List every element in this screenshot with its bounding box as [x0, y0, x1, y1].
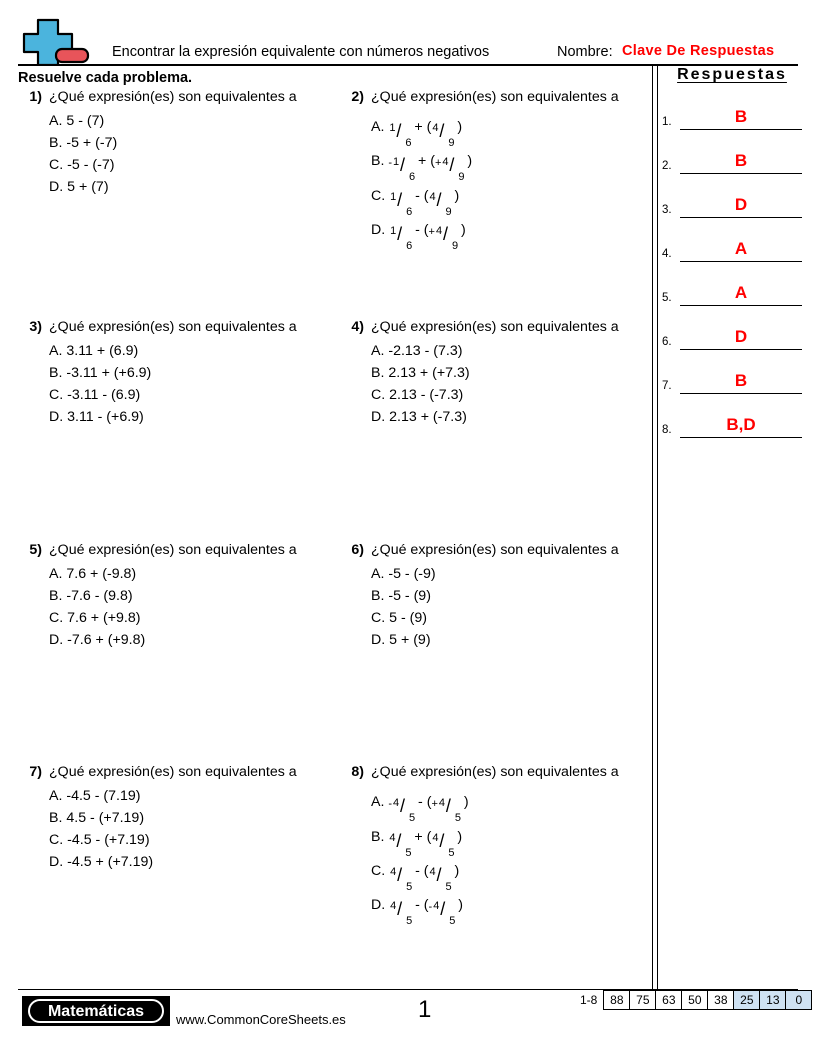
question-header [340, 88, 662, 106]
fraction-numerator: 4 [432, 122, 439, 134]
fraction-slash: / [396, 831, 402, 851]
choice-letter: B. [49, 365, 63, 381]
score-cell: 75 [630, 991, 656, 1009]
choice-letter: A. [49, 788, 63, 804]
choice-letter: A. [371, 343, 385, 359]
fraction-numerator: 4 [435, 225, 443, 237]
choice-letter: D. [371, 897, 386, 913]
fraction-slash: / [397, 865, 403, 885]
choice-option[interactable] [371, 406, 662, 428]
name-label: Nombre: [557, 44, 613, 60]
answer-row [662, 394, 802, 438]
operator-text: ) [463, 794, 469, 810]
fraction-numerator: 1 [389, 122, 396, 134]
choice-text: -4.5 - (+7.19) [67, 832, 150, 848]
choice-option[interactable] [49, 807, 340, 829]
answer-value: D [734, 327, 748, 346]
choice-text: 4.5 - (+7.19) [66, 810, 145, 826]
answer-value: B [734, 371, 748, 390]
fraction-sign: + [431, 798, 438, 810]
choice-letter: A. [49, 113, 63, 129]
answer-index: 4. [662, 248, 672, 260]
fraction-slash: / [396, 121, 402, 141]
choice-list [49, 110, 340, 198]
fraction-denominator: 5 [405, 847, 412, 859]
fraction-denominator: 6 [405, 137, 412, 149]
answer-value: B [734, 107, 748, 126]
fraction-denominator: 5 [454, 812, 461, 824]
choice-option[interactable] [49, 563, 340, 585]
choice-option[interactable] [49, 829, 340, 851]
question-8 [340, 763, 662, 927]
page-header [0, 0, 816, 86]
choice-letter: C. [371, 387, 386, 403]
choice-option[interactable] [49, 585, 340, 607]
score-cell: 63 [656, 991, 682, 1009]
choice-option[interactable] [371, 854, 662, 893]
choice-text: -7.6 + (+9.8) [67, 632, 146, 648]
choice-option[interactable] [371, 607, 662, 629]
question-5 [18, 541, 340, 651]
choice-text: 2.13 + (-7.3) [389, 409, 467, 425]
fraction-numerator: 4 [438, 797, 445, 809]
score-scale [580, 990, 812, 1010]
answer-value: D [734, 195, 748, 214]
operator-text: ) [458, 897, 463, 913]
fraction-numerator: 4 [389, 832, 396, 844]
question-prompt: ¿Qué expresión(es) son equivalentes a [49, 319, 297, 335]
choice-list [49, 785, 340, 873]
choice-option[interactable] [371, 110, 662, 149]
choice-text: 5 - (7) [66, 113, 105, 129]
site-url: www.CommonCoreSheets.es [176, 1012, 346, 1027]
fraction-slash: / [400, 155, 406, 175]
question-1 [18, 88, 340, 198]
choice-option[interactable] [371, 362, 662, 384]
answer-key-panel [662, 66, 802, 438]
fraction-sign: + [428, 226, 435, 238]
choice-letter: D. [49, 632, 64, 648]
name-value: Clave De Respuestas [622, 43, 775, 59]
question-number: 7) [29, 764, 42, 780]
question-header [340, 318, 662, 336]
choice-letter: A. [371, 566, 385, 582]
choice-list [371, 563, 662, 651]
choice-text: -5 - (-7) [67, 157, 115, 173]
choice-option[interactable] [371, 585, 662, 607]
fraction-slash: / [439, 121, 445, 141]
fraction-denominator: 5 [448, 847, 455, 859]
choice-option[interactable] [371, 785, 662, 824]
choice-list [49, 563, 340, 651]
choice-option[interactable] [49, 851, 340, 873]
question-number: 5) [29, 542, 42, 558]
choice-letter: C. [371, 188, 386, 204]
answer-blank-line[interactable] [680, 437, 802, 438]
fraction-sign: + [434, 157, 442, 169]
answer-row [662, 262, 802, 306]
answer-key-rows [662, 86, 802, 438]
answer-row [662, 174, 802, 218]
brand-badge [22, 996, 170, 1026]
choice-text: 5 + (7) [67, 179, 109, 195]
operator-text: + ( [414, 119, 432, 135]
choice-option[interactable] [49, 154, 340, 176]
question-header [340, 763, 662, 781]
choice-list [371, 340, 662, 428]
choice-text: 5 - (9) [389, 610, 427, 626]
choice-text: -3.11 + (+6.9) [66, 365, 152, 381]
fraction-denominator: 5 [445, 881, 452, 893]
choice-letter: C. [49, 832, 64, 848]
answer-row [662, 350, 802, 394]
choice-letter: D. [49, 179, 64, 195]
answer-index: 1. [662, 116, 672, 128]
choice-letter: D. [49, 854, 64, 870]
choice-letter: A. [371, 119, 385, 135]
choice-text: -4.5 - (7.19) [66, 788, 141, 804]
problems-area [0, 88, 650, 968]
fraction-slash: / [397, 190, 403, 210]
choice-option[interactable] [371, 563, 662, 585]
answer-row [662, 218, 802, 262]
choice-letter: C. [371, 610, 386, 626]
score-cell: 50 [682, 991, 708, 1009]
question-header [18, 541, 340, 559]
choice-letter: A. [49, 566, 63, 582]
fraction-numerator: 4 [433, 900, 440, 912]
choice-text: 7.6 + (+9.8) [67, 610, 141, 626]
fraction-numerator: 4 [442, 156, 449, 168]
question-header [18, 763, 340, 781]
choice-letter: A. [371, 794, 385, 810]
fraction-slash: / [436, 865, 442, 885]
fraction-denominator: 9 [448, 137, 455, 149]
plus-minus-icon [18, 18, 90, 66]
question-7 [18, 763, 340, 873]
fraction-numerator: 4 [390, 866, 397, 878]
question-number: 2) [351, 89, 364, 105]
fraction-denominator: 6 [406, 240, 413, 252]
choice-text: 2.13 + (+7.3) [388, 365, 470, 381]
choice-letter: D. [371, 222, 386, 238]
fraction-sign: - [388, 798, 393, 810]
fraction-slash: / [436, 190, 442, 210]
choice-option[interactable] [371, 888, 662, 927]
fraction-numerator: 1 [390, 191, 397, 203]
fraction-numerator: 4 [429, 191, 436, 203]
answer-key-title: Respuestas [677, 66, 787, 83]
choice-letter: D. [371, 632, 386, 648]
answer-row [662, 86, 802, 130]
fraction-denominator: 9 [445, 206, 452, 218]
question-header [18, 88, 340, 106]
question-header [340, 541, 662, 559]
operator-text: - ( [415, 188, 429, 204]
answer-value: B,D [726, 415, 756, 434]
score-cell: 88 [604, 991, 630, 1009]
choice-text: -2.13 - (7.3) [388, 343, 463, 359]
answer-index: 6. [662, 336, 672, 348]
answer-value: A [734, 239, 748, 258]
choice-letter: B. [371, 829, 385, 845]
answer-index: 3. [662, 204, 672, 216]
score-cell: 38 [708, 991, 734, 1009]
operator-text: + ( [414, 829, 432, 845]
operator-text: ) [454, 863, 460, 879]
choice-letter: B. [371, 588, 385, 604]
fraction-slash: / [439, 831, 445, 851]
choice-letter: D. [49, 409, 64, 425]
question-prompt: ¿Qué expresión(es) son equivalentes a [49, 542, 297, 558]
choice-list [371, 785, 662, 927]
brand-label: Matemáticas [28, 999, 164, 1023]
question-number: 8) [351, 764, 364, 780]
question-6 [340, 541, 662, 651]
operator-text: ) [460, 222, 466, 238]
score-cell: 0 [786, 991, 811, 1009]
answer-value: A [734, 283, 748, 302]
choice-option[interactable] [49, 340, 340, 362]
choice-option[interactable] [371, 384, 662, 406]
fraction-numerator: 4 [432, 832, 439, 844]
fraction-denominator: 6 [409, 171, 416, 183]
choice-option[interactable] [49, 362, 340, 384]
fraction-slash: / [400, 796, 406, 816]
question-number: 3) [29, 319, 42, 335]
choice-letter: A. [49, 343, 63, 359]
fraction-numerator: 4 [393, 797, 400, 809]
fraction-slash: / [449, 155, 455, 175]
question-number: 4) [351, 319, 364, 335]
answer-index: 2. [662, 160, 672, 172]
fraction-denominator: 9 [458, 171, 465, 183]
score-cell: 13 [760, 991, 786, 1009]
choice-letter: C. [49, 157, 64, 173]
choice-text: 3.11 + (6.9) [66, 343, 139, 359]
operator-text: ) [457, 829, 463, 845]
fraction-denominator: 5 [406, 915, 413, 927]
choice-text: -7.6 - (9.8) [66, 588, 133, 604]
fraction-denominator: 5 [449, 915, 456, 927]
choice-text: 2.13 - (-7.3) [389, 387, 464, 403]
choice-text: -5 + (-7) [66, 135, 118, 151]
fraction-numerator: 4 [390, 900, 397, 912]
operator-text: ) [467, 153, 473, 169]
choice-option[interactable] [49, 176, 340, 198]
choice-option[interactable] [49, 629, 340, 651]
operator-text: ) [454, 188, 460, 204]
page-title: Encontrar la expresión equivalente con números negativos [112, 44, 490, 60]
choice-option[interactable] [371, 144, 662, 183]
choice-letter: C. [49, 610, 64, 626]
score-cell: 25 [734, 991, 760, 1009]
fraction-numerator: 1 [393, 156, 400, 168]
answer-row [662, 306, 802, 350]
question-prompt: ¿Qué expresión(es) son equivalentes a [49, 764, 297, 780]
choice-text: 5 + (9) [389, 632, 431, 648]
choice-list [371, 110, 662, 252]
choice-letter: B. [49, 810, 63, 826]
operator-text: - ( [415, 897, 429, 913]
choice-letter: B. [49, 135, 63, 151]
choice-option[interactable] [371, 213, 662, 252]
choice-letter: B. [49, 588, 63, 604]
operator-text: - ( [418, 794, 432, 810]
question-prompt: ¿Qué expresión(es) son equivalentes a [371, 319, 619, 335]
choice-text: 3.11 - (+6.9) [67, 409, 144, 425]
fraction-slash: / [445, 796, 451, 816]
choice-option[interactable] [49, 110, 340, 132]
fraction-sign: - [428, 901, 433, 913]
choice-option[interactable] [49, 785, 340, 807]
instructions-text: Resuelve cada problema. [18, 70, 193, 86]
fraction-denominator: 9 [451, 240, 459, 252]
question-prompt: ¿Qué expresión(es) son equivalentes a [49, 89, 297, 105]
choice-letter: D. [371, 409, 386, 425]
choice-text: -5 - (9) [388, 588, 431, 604]
question-3 [18, 318, 340, 428]
choice-letter: B. [371, 365, 385, 381]
question-prompt: ¿Qué expresión(es) son equivalentes a [371, 764, 619, 780]
fraction-numerator: 1 [390, 225, 397, 237]
choice-text: -4.5 + (+7.19) [67, 854, 154, 870]
choice-option[interactable] [49, 607, 340, 629]
answer-row [662, 130, 802, 174]
choice-list [49, 340, 340, 428]
operator-text: ) [457, 119, 463, 135]
fraction-denominator: 6 [406, 206, 413, 218]
choice-option[interactable] [49, 406, 340, 428]
choice-option[interactable] [49, 132, 340, 154]
question-number: 1) [29, 89, 42, 105]
question-prompt: ¿Qué expresión(es) son equivalentes a [371, 542, 619, 558]
answer-index: 7. [662, 380, 672, 392]
operator-text: - ( [415, 222, 429, 238]
question-prompt: ¿Qué expresión(es) son equivalentes a [371, 89, 619, 105]
score-cells [603, 990, 812, 1010]
score-range-label: 1-8 [580, 993, 598, 1007]
fraction-denominator: 5 [406, 881, 413, 893]
answer-index: 5. [662, 292, 672, 304]
choice-text: 7.6 + (-9.8) [66, 566, 137, 582]
fraction-denominator: 5 [409, 812, 416, 824]
question-number: 6) [351, 542, 364, 558]
question-4 [340, 318, 662, 428]
choice-text: -5 - (-9) [388, 566, 436, 582]
answer-value: B [734, 151, 748, 170]
operator-text: - ( [415, 863, 429, 879]
operator-text: + ( [418, 153, 435, 169]
choice-option[interactable] [49, 384, 340, 406]
fraction-slash: / [397, 899, 403, 919]
fraction-slash: / [442, 224, 448, 244]
fraction-sign: - [388, 157, 393, 169]
choice-option[interactable] [371, 629, 662, 651]
choice-letter: B. [371, 153, 385, 169]
page-number: 1 [418, 996, 432, 1023]
answer-index: 8. [662, 424, 672, 436]
fraction-slash: / [440, 899, 446, 919]
choice-letter: C. [371, 863, 386, 879]
fraction-slash: / [397, 224, 403, 244]
choice-option[interactable] [371, 340, 662, 362]
question-2 [340, 88, 662, 252]
fraction-numerator: 4 [429, 866, 436, 878]
choice-letter: C. [49, 387, 64, 403]
question-header [18, 318, 340, 336]
choice-text: -3.11 - (6.9) [67, 387, 141, 403]
